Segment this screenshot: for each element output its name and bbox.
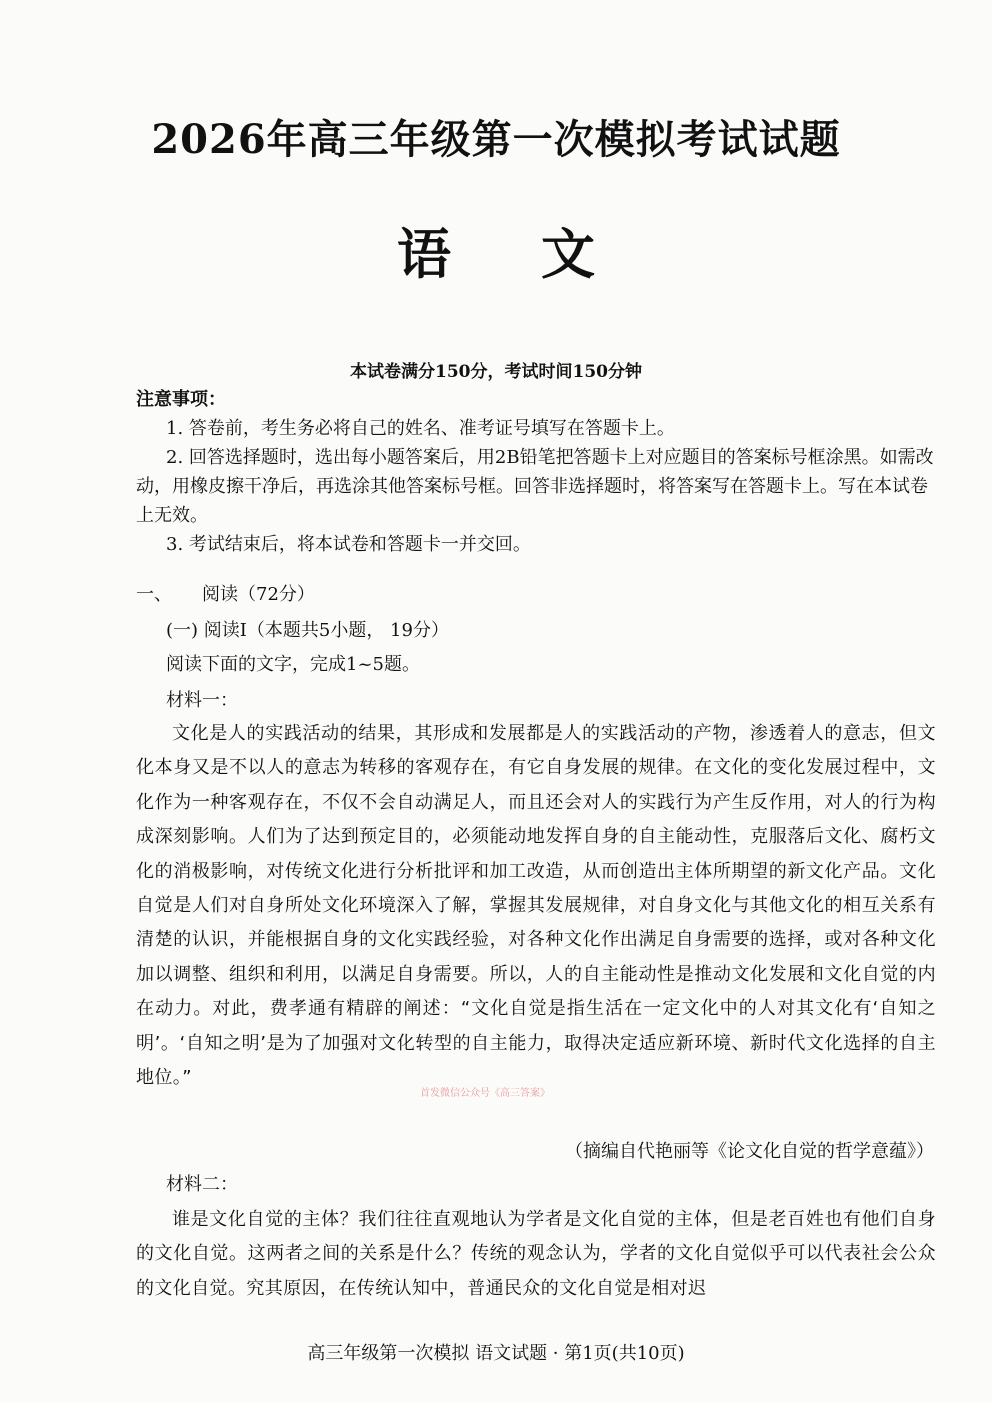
- material-1-text: 文化是人的实践活动的结果，其形成和发展都是人的实践活动的产物，渗透着人的意志，但文化本身又是不以人的意志为转移的客观存在，有它自身发展的规律。在文化的变化发展过程中，文化作为一种客观存在，不仅不会自动满足人，而且还会对人的实践行为产生反作用，对人的行为构成深刻影响。人们为了达到预定目的，必须能动地发挥自身的自主能动性，克服落后文化、腐朽文化的消极影响，对传统文化进行分析批评和加工改造，从而创造出主体所期望的新文化产品。文化自觉是人们对自身所处文化环境深入了解，掌握其发展规律，对自身文化与其他文化的相互关系有清楚的认识，并能根据自身的文化实践经验，对各种文化作出满足自身需要的选择，或对各种文化加以调整、组织和利用，以满足自身需要。所以，人的自主能动性是推动文化发展和文化自觉的内在动力。对此，费孝通有精辟的阐述：“文化自觉是指生活在一定文化中的人对其文化有‘自知之明’。‘自知之明’是为了加强对文化转型的自主能力，取得决定适应新环境、新时代文化选择的自主地位。”: [136, 723, 936, 1089]
- notice-heading: 注意事项：: [136, 389, 226, 410]
- subsection-heading: (一) 阅读Ⅰ（本题共5小题， 19分）: [166, 620, 449, 641]
- subject-title: 语文: [397, 222, 685, 286]
- notice-item-3: 3. 考试结束后，将本试卷和答题卡一并交回。: [166, 534, 531, 555]
- section-number: 一、: [136, 584, 172, 605]
- page-footer: 高三年级第一次模拟 语文试题 · 第1页(共10页): [307, 1343, 685, 1364]
- section-heading: [136, 580, 315, 606]
- notice-item-2: 2. 回答选择题时，选出每小题答案后，用2B铅笔把答题卡上对应题目的答案标号框涂黑。如需改动，用橡皮擦干净后，再选涂其他答案标号框。回答非选择题时，将答案写在答题卡上。写在本试卷上无效。: [136, 447, 934, 526]
- score-time-line: 本试卷满分150分，考试时间150分钟: [350, 362, 642, 382]
- watermark: 首发微信公众号《高三答案》: [420, 1088, 550, 1099]
- exam-title: 2026年高三年级第一次模拟考试试题: [151, 116, 841, 163]
- notice-item-1: 1. 答卷前，考生务必将自己的姓名、准考证号填写在答题卡上。: [166, 418, 675, 439]
- section-title: 阅读（72分）: [202, 584, 315, 605]
- material-2-text: 谁是文化自觉的主体？我们往往直观地认为学者是文化自觉的主体，但是老百姓也有他们自身的文化自觉。这两者之间的关系是什么？传统的观念认为，学者的文化自觉似乎可以代表社会公众的文化自觉。究其原因，在传统认知中，普通民众的文化自觉是相对迟: [136, 1209, 936, 1299]
- material-2-label: 材料二：: [166, 1174, 238, 1195]
- material-1-source: （摘编自代艳丽等《论文化自觉的哲学意蕴》）: [565, 1141, 934, 1162]
- material-1-label: 材料一：: [166, 690, 238, 711]
- reading-instruction: 阅读下面的文字，完成1~5题。: [166, 654, 420, 675]
